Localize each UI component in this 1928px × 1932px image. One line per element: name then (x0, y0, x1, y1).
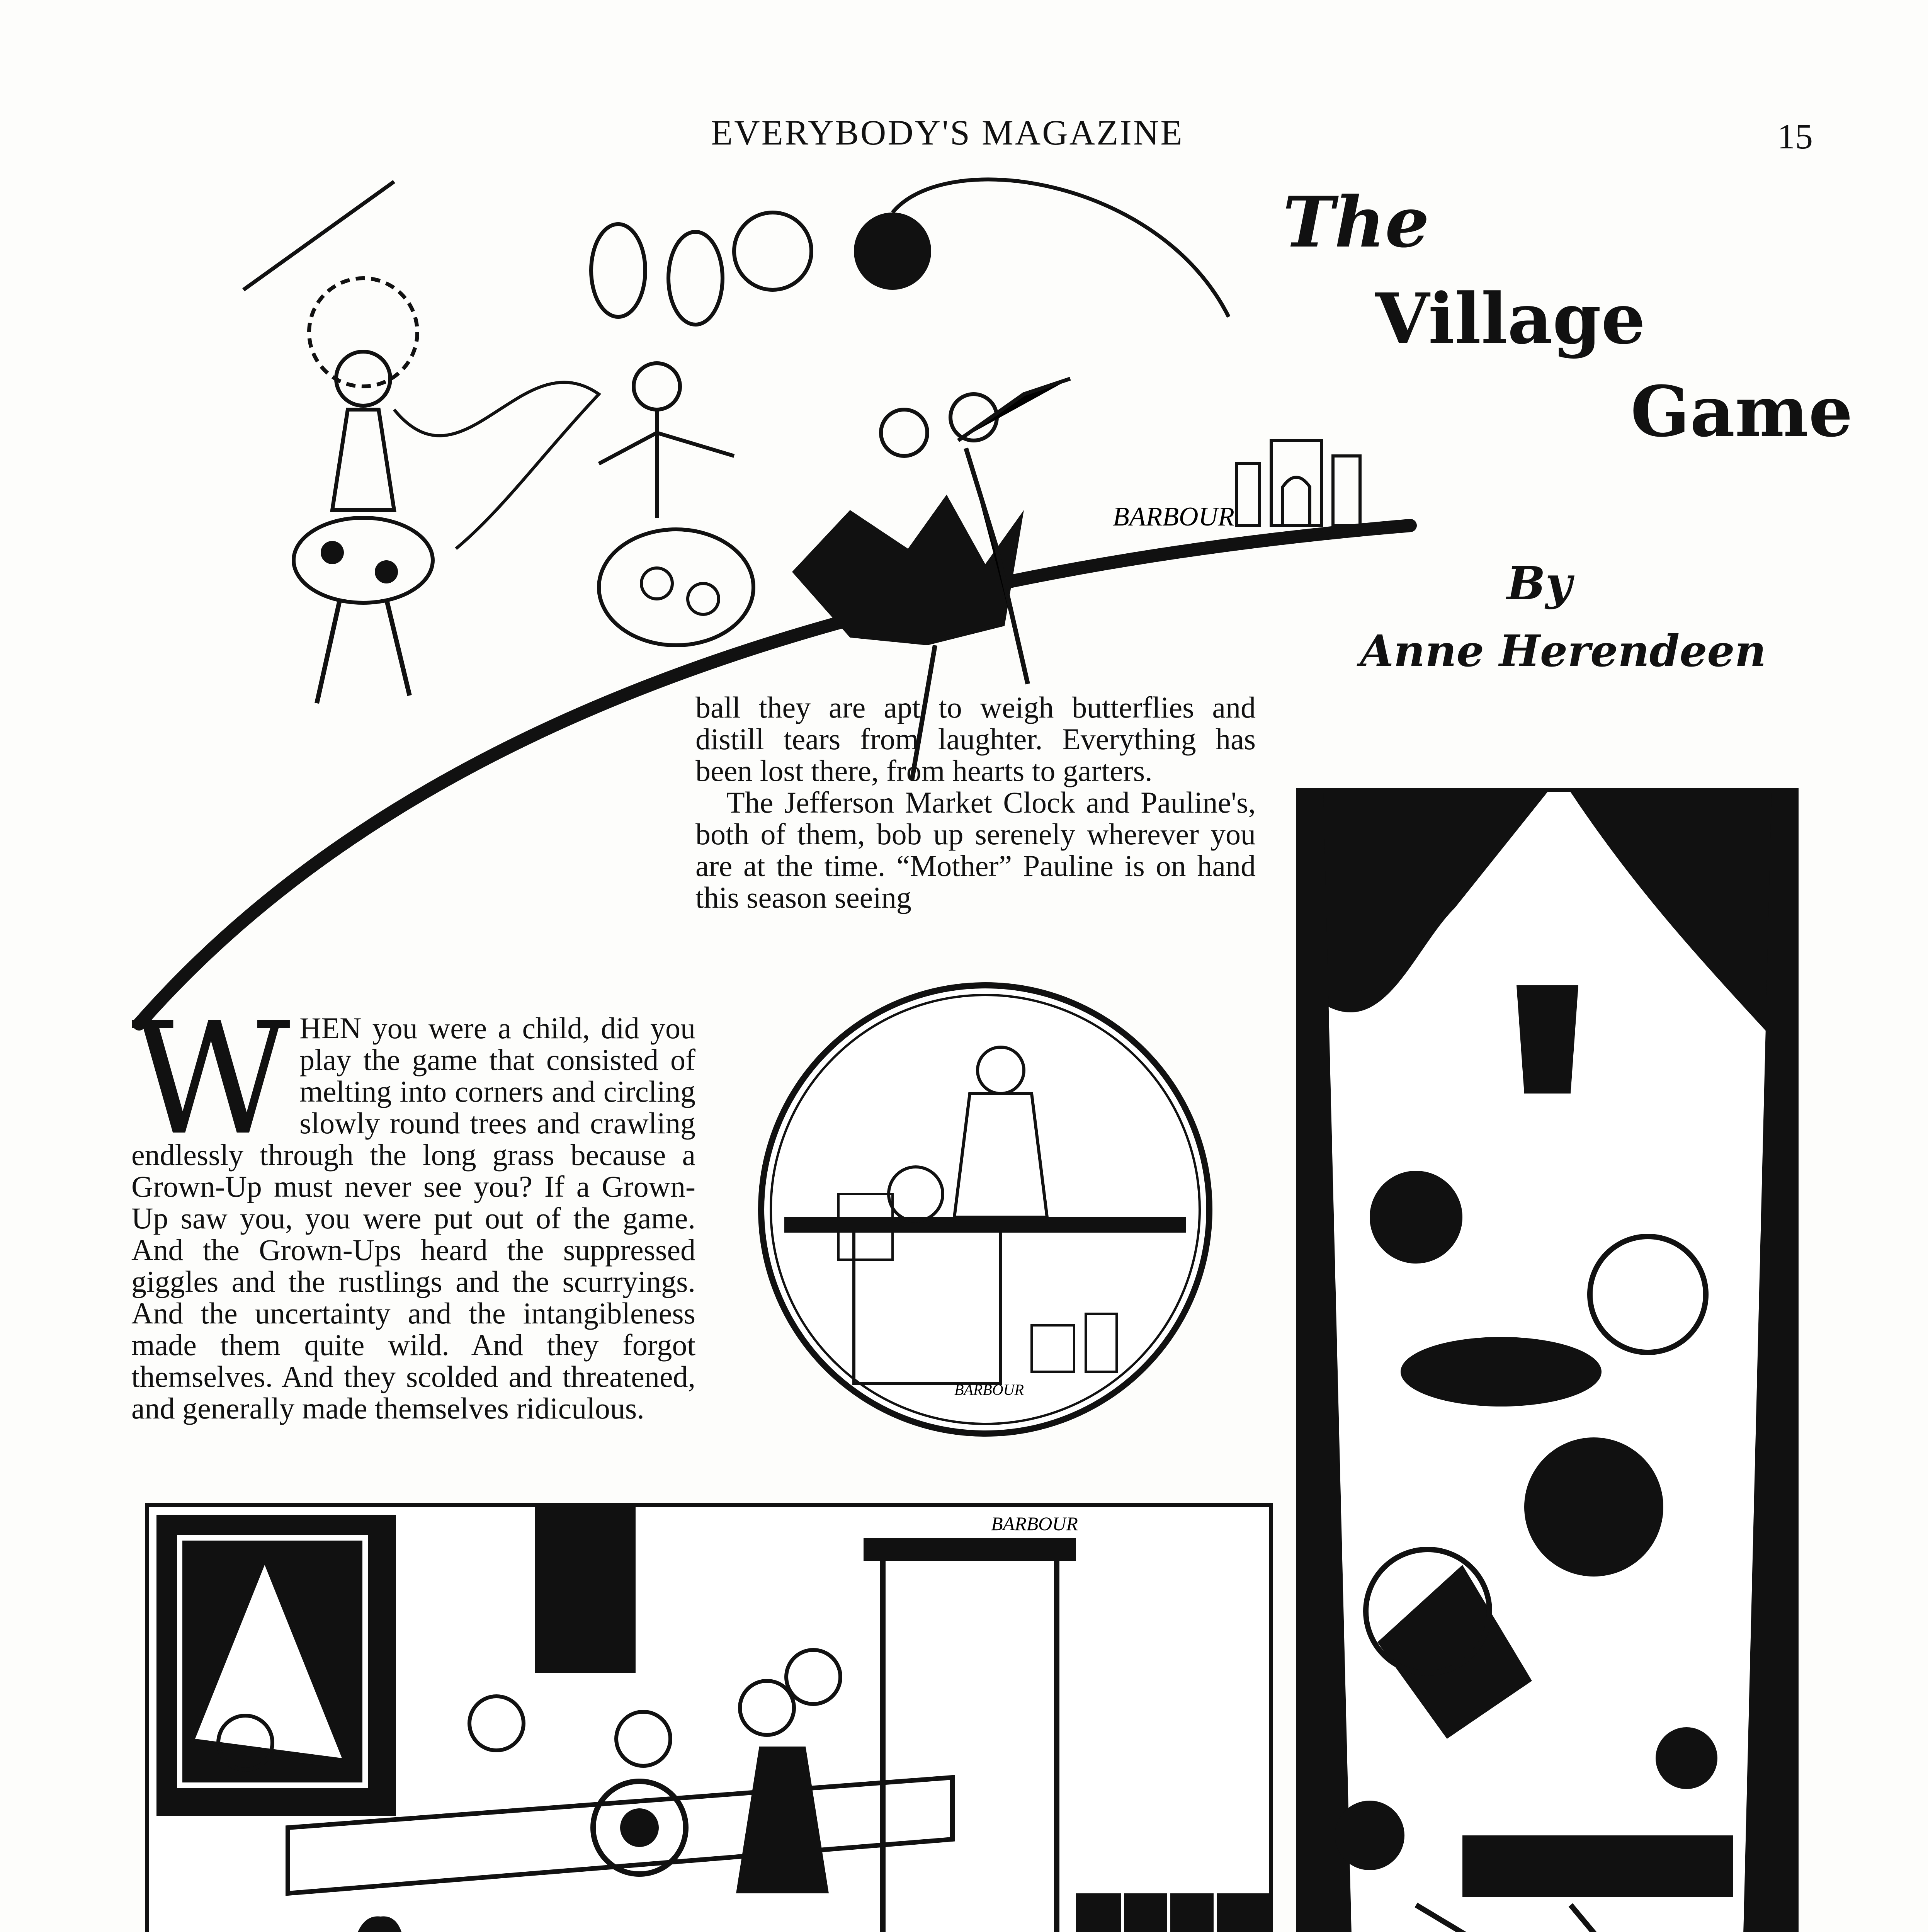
paragraph: The Jefferson Market Clock and Pauline's, both of them, bob up serenely wherever you are at the time. “Mother” Pauline is on hand this season seeing (695, 786, 1256, 914)
title-line-1: The (1283, 182, 1430, 263)
title-line-3: Game (1630, 371, 1853, 452)
paragraph: ball they are apt to weigh butterflies and distill tears from laughter. Everything has been lost there, from hearts to garters. (695, 690, 1256, 787)
intro-text (131, 990, 695, 1425)
byline-by: By (1507, 556, 1572, 610)
column-top-middle (695, 692, 1256, 913)
round-illustration (753, 978, 1217, 1441)
drop-cap: W (131, 990, 291, 1169)
page-number: 15 (1777, 117, 1813, 156)
top-signature: BARBOUR (1113, 502, 1234, 532)
intro-paragraph: HEN you were a child, did you play the game that consisted of melting into corners and circling slowly round trees and crawling endlessly through the long grass because a Grown-Up must never see you? If a Grown-Up saw you, you were put out of the game. And the Grown-Ups heard the suppressed giggles and the rustlings and the scurryings. And the uncertainty and the intangibleness made them quite wild. And they forgot themselves. And they scolded and threatened, and generally made themselves ridiculous. (131, 1011, 695, 1425)
title-line-2: Village (1375, 278, 1646, 360)
carnival-illustration (1296, 788, 1799, 1932)
magazine-header: EVERYBODY'S MAGAZINE (711, 113, 1184, 152)
dining-signature: BARBOUR (991, 1513, 1078, 1534)
byline-author: Anne Herendeen (1360, 626, 1766, 677)
round-signature: BARBOUR (954, 1381, 1024, 1398)
dining-illustration (145, 1503, 1273, 1932)
